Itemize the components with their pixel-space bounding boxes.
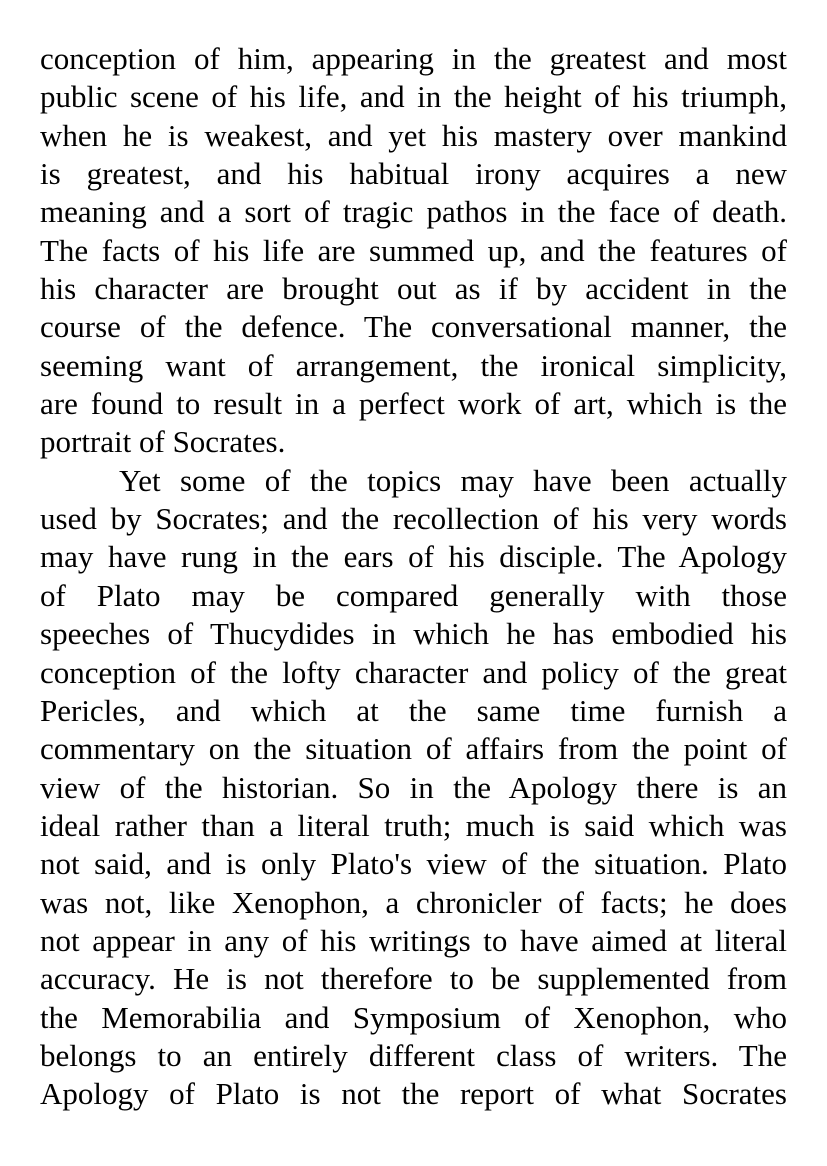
- text-line: is greatest, and his habitual irony acquires a new: [40, 156, 787, 192]
- text-line: may have rung in the ears of his disciple. The Apology: [40, 539, 787, 575]
- text-line: belongs to an entirely different class of writers. The: [40, 1037, 787, 1073]
- text-line: seeming want of arrangement, the ironical simplicity,: [40, 347, 787, 383]
- text-line: used by Socrates; and the recollection of his very words: [40, 501, 787, 537]
- text-line: meaning and a sort of tragic pathos in the face of death.: [40, 194, 787, 230]
- text-line: Yet some of the topics may have been actually: [119, 462, 787, 498]
- text-line: The facts of his life are summed up, and the features of: [40, 232, 787, 268]
- text-line: conception of the lofty character and policy of the great: [40, 654, 787, 690]
- paragraph-2: [40, 462, 787, 1114]
- document-page: [40, 40, 787, 1114]
- text-line: are found to result in a perfect work of art, which is the: [40, 386, 787, 422]
- text-line: conception of him, appearing in the greatest and most: [40, 41, 787, 76]
- paragraph-1: [40, 40, 787, 462]
- text-line: his character are brought out as if by accident in the: [40, 271, 787, 307]
- text-line: speeches of Thucydides in which he has embodied his: [40, 616, 787, 652]
- text-line: the Memorabilia and Symposium of Xenophon, who: [40, 999, 787, 1035]
- text-line: when he is weakest, and yet his mastery over mankind: [40, 117, 787, 153]
- text-line: Apology of Plato is not the report of what Socrates: [40, 1076, 787, 1112]
- text-line: not appear in any of his writings to have aimed at literal: [40, 922, 787, 958]
- text-line: ideal rather than a literal truth; much is said which was: [40, 807, 787, 843]
- text-line: was not, like Xenophon, a chronicler of facts; he does: [40, 884, 787, 920]
- text-line: accuracy. He is not therefore to be supplemented from: [40, 961, 787, 997]
- text-line: not said, and is only Plato's view of the situation. Plato: [40, 846, 787, 882]
- text-line: commentary on the situation of affairs from the point of: [40, 731, 787, 767]
- text-line: of Plato may be compared generally with those: [40, 577, 787, 613]
- text-line: public scene of his life, and in the height of his triumph,: [40, 79, 787, 115]
- text-line: view of the historian. So in the Apology there is an: [40, 769, 787, 805]
- text-line: portrait of Socrates.: [40, 424, 286, 460]
- text-line: course of the defence. The conversational manner, the: [40, 309, 787, 345]
- text-line: Pericles, and which at the same time furnish a: [40, 692, 787, 728]
